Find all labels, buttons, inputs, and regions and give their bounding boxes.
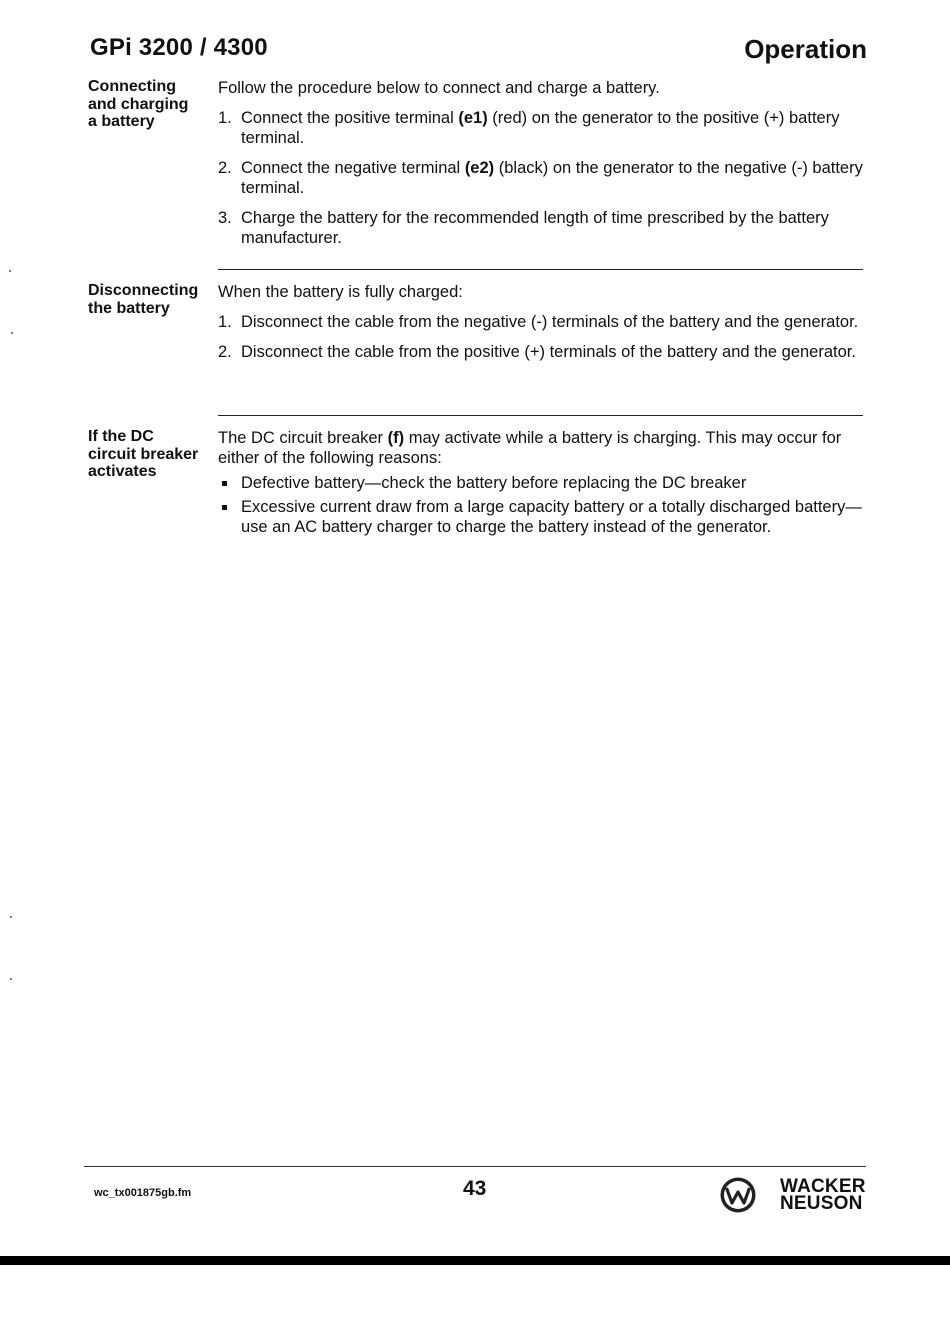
- bullet-icon: [222, 505, 227, 510]
- step-item: 1. Connect the positive terminal (e1) (red) on the generator to the positive (+) battery terminal.: [218, 109, 840, 147]
- connecting-steps: [218, 108, 863, 248]
- document-title: GPi 3200 / 4300: [90, 34, 268, 61]
- connecting-intro: Follow the procedure below to connect and charge a battery.: [218, 79, 660, 97]
- page-number: 43: [463, 1177, 487, 1200]
- step-item: 3. Charge the battery for the recommended length of time prescribed by the battery manufacturer.: [218, 209, 829, 247]
- bullet-icon: [222, 481, 227, 486]
- section-divider: [218, 415, 863, 416]
- scan-border-bar: [0, 1256, 950, 1265]
- breaker-body: [218, 428, 863, 541]
- connecting-body: [218, 78, 863, 258]
- section-title: Operation: [744, 34, 867, 64]
- list-item: Excessive current draw from a large capacity battery or a totally discharged battery—use an AC battery charger to charge the battery instead of the generator.: [218, 497, 863, 537]
- connecting-label: Connecting and charging a battery: [88, 78, 189, 130]
- step-item: 2. Connect the negative terminal (e2) (black) on the generator to the negative (-) battery terminal.: [218, 159, 863, 197]
- footer-divider: [84, 1166, 866, 1167]
- scan-speck: [10, 978, 12, 980]
- breaker-reasons: [218, 473, 863, 537]
- wacker-neuson-logo-icon: [719, 1176, 757, 1214]
- step-item: 1. Disconnect the cable from the negative (-) terminals of the battery and the generator.: [218, 313, 859, 331]
- brand-wordmark: WACKER NEUSON: [780, 1176, 866, 1214]
- breaker-intro: The DC circuit breaker (f) may activate while a battery is charging. This may occur for either of the following reasons:: [218, 429, 842, 467]
- disconnecting-steps: [218, 312, 863, 362]
- scan-speck: [11, 332, 13, 334]
- breaker-label: If the DC circuit breaker activates: [88, 428, 199, 480]
- disconnecting-body: [218, 282, 863, 372]
- disconnecting-label: Disconnecting the battery: [88, 282, 199, 317]
- step-item: 2. Disconnect the cable from the positive (+) terminals of the battery and the generator.: [218, 343, 856, 361]
- footer-filename: wc_tx001875gb.fm: [94, 1187, 192, 1199]
- scan-speck: [10, 916, 12, 918]
- section-divider: [218, 269, 863, 270]
- scan-speck: [9, 270, 11, 272]
- list-item: Defective battery—check the battery before replacing the DC breaker: [218, 473, 863, 493]
- disconnecting-intro: When the battery is fully charged:: [218, 283, 463, 301]
